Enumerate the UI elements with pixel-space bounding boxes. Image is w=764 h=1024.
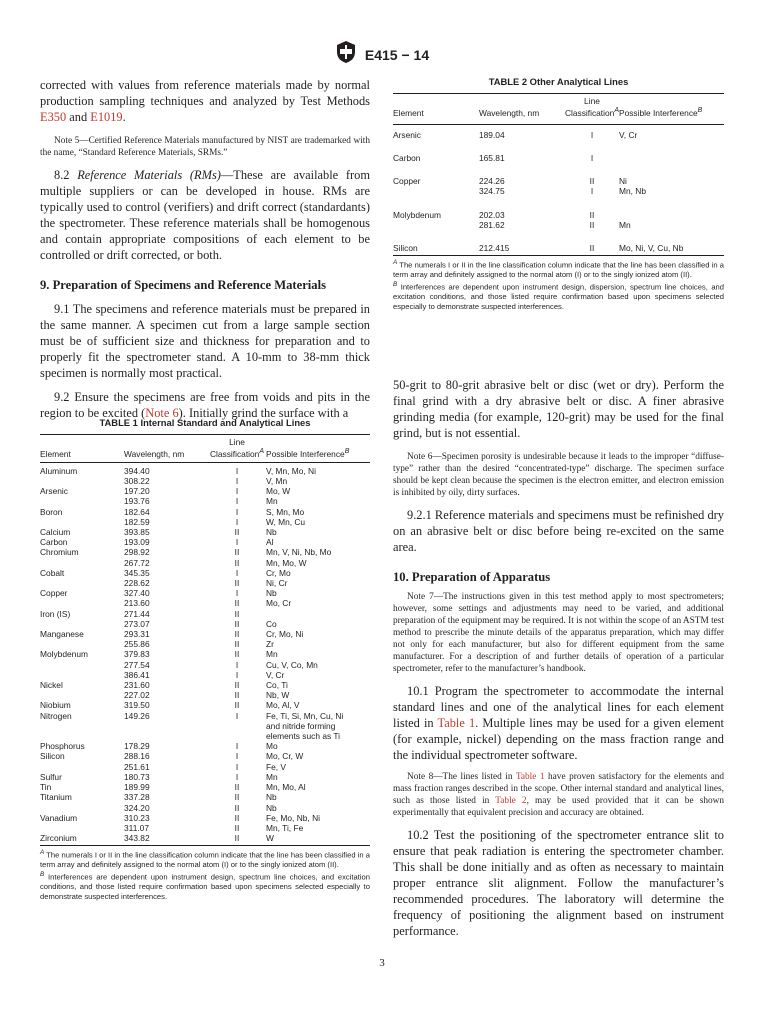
table-row	[40, 690, 370, 700]
cell-wavelength: 288.16	[124, 751, 150, 762]
table-row	[40, 527, 370, 537]
cell-element	[40, 598, 124, 608]
table-row	[40, 598, 370, 608]
table-2-title: TABLE 2 Other Analytical Lines	[488, 76, 629, 87]
cell-wavelength: 337.28	[124, 792, 150, 803]
cell-classification	[565, 238, 619, 256]
cell-element	[40, 731, 124, 741]
table-2-footnote-b: $^B$ Interferences are dependent upon instrument design, dispersion, spectrum line choices, and excitation conditions, and those listed require confirmation based upon specimens selected especially to demonstrate suspected interferences.	[393, 280, 724, 311]
section-8-2: 8.2 Reference Materials (RMs)—These are available from multiple suppliers or can be developed in house. RMs are typically used to control (verifiers) and drift correct (standardants) the spectrometer. These reference materials shall be homogenous and contain appropriate compositions of each element to be controlled or drift corrected, or both.	[40, 168, 370, 262]
table-row	[40, 803, 370, 813]
cell-interference: and nitride forming	[266, 720, 336, 731]
table-row	[40, 537, 370, 547]
table-row	[40, 772, 370, 782]
cell-wavelength: 255.86	[124, 639, 150, 650]
cell-element: Aluminum	[40, 465, 78, 476]
cell-interference: Mn	[266, 496, 278, 507]
cell-wavelength: 311.07	[124, 822, 149, 833]
cell-element: Iron (IS)	[40, 608, 71, 619]
cell-element: Copper	[393, 176, 421, 187]
cell-interference	[619, 148, 724, 171]
cell-element: Arsenic	[393, 129, 421, 140]
section-10-1: 10.1 Program the spectrometer to accommodate the internal standard lines and one of the analytical lines for each element listed in Table 1. Multiple lines may be used for a given element (for example, nickel) depending on the mass fraction range and the individual spectrometer software.	[393, 684, 724, 762]
cell-wavelength: 308.22	[124, 476, 150, 486]
table-1-footnote-a: $^A$ The numerals I or II in the line classification column indicate that the line has been classified in a term array and definitely assigned to the normal atom (I) or to the singly ionized atom (II).	[40, 849, 370, 870]
cell-classification: II	[234, 649, 240, 660]
cell-interference	[266, 609, 370, 619]
cell-interference: Mo, Cr, W	[266, 751, 304, 762]
section-9-2: 9.2 Ensure the specimens are free from voids and pits in the region to be excited (Note 6). Initially grind the surface with a	[40, 390, 370, 420]
cell-element: Sulfur	[40, 771, 62, 782]
table-row	[393, 124, 724, 148]
cell-classification: II	[234, 547, 240, 558]
cell-classification: I	[235, 516, 239, 527]
cell-interference: Mn, Ti, Fe	[266, 822, 304, 833]
cell-interference: Cr, Mo	[266, 567, 291, 578]
cell-wavelength: 386.41	[124, 669, 150, 680]
section-9-1: 9.1 The specimens and reference materials must be prepared in the same manner. A specimen cut from a large sample section must be of sufficient size and thickness for preparation and to properly fit the spectrometer stand. A 10-mm to 38-mm thick specimen is normally most practical.	[40, 302, 370, 380]
cell-classification: II	[234, 690, 240, 701]
link-e350[interactable]: E350	[40, 110, 67, 124]
cell-wavelength: 193.09	[124, 537, 150, 548]
cell-wavelength	[479, 148, 565, 171]
table-row	[40, 751, 370, 761]
cell-classification: I	[235, 537, 239, 548]
cell-wavelength: 213.60	[124, 598, 150, 609]
cell-interference: V, Mn	[266, 476, 288, 486]
cell-element: Silicon	[393, 243, 418, 254]
cell-interference: elements such as Ti	[266, 731, 341, 742]
cell-element: Cobalt	[40, 567, 65, 578]
cell-element: Vanadium	[40, 812, 78, 823]
table-row	[40, 731, 370, 741]
cell-classification: I	[235, 588, 239, 599]
cell-classification: I	[235, 710, 239, 721]
cell-interference: Fe, Ti, Si, Mn, Cu, Ni	[266, 710, 344, 721]
cell-classification: II	[234, 822, 240, 833]
cell-wavelength	[124, 721, 208, 731]
table-row	[40, 762, 370, 772]
table-2-block	[393, 76, 724, 311]
cell-wavelength: 293.31	[124, 629, 150, 640]
cell-interference: Nb	[266, 792, 277, 803]
table-row	[40, 680, 370, 690]
note-7: Note 7—The instructions given in this test method apply to most spectrometers; however, some settings and adjustments may need to be varied, and additional preparation of the equipment may be required. It is not within the scope of an ASTM test method to prescribe the minute details of the apparatus preparation, which may differ not only for each manufacturer, but also for different equipment from the same manufacturer. For a description of and further details of operation of a particular spectrometer, refer to the manufacturer’s handbook.	[393, 592, 725, 674]
cell-wavelength-line: 324.75	[478, 186, 505, 197]
table-row	[40, 833, 370, 846]
cell-interference: Mo, Al, V	[266, 700, 300, 711]
cell-wavelength: 178.29	[124, 741, 150, 752]
cell-wavelength: 310.23	[124, 812, 150, 823]
cell-interference: Mo, W	[266, 486, 291, 497]
table-row	[40, 496, 370, 506]
cell-interference: V, Cr	[266, 669, 285, 680]
table-row	[40, 639, 370, 649]
cell-element	[40, 690, 124, 700]
table-2	[393, 93, 724, 256]
cell-element: Carbon	[393, 153, 421, 163]
table-1-footnote-b: $^B$ Interferences are dependent upon instrument design, spectrum line choices, and excitation conditions, and those listed require confirmation based upon specimens selected especially to demonstrate suspected interferences.	[40, 871, 370, 901]
cell-wavelength	[479, 171, 565, 204]
cell-interference	[619, 171, 724, 204]
cell-classification: I	[235, 567, 239, 578]
cell-classification-line: I	[590, 186, 594, 197]
cell-element: Molybdenum	[393, 209, 441, 220]
cell-interference: Mo	[266, 741, 278, 752]
cell-interference: Mn, Mo, W	[266, 557, 307, 568]
cell-wavelength: 298.92	[124, 547, 150, 558]
cell-element: Manganese	[40, 629, 84, 640]
cell-wavelength: 267.72	[124, 557, 150, 568]
cell-wavelength: 231.60	[124, 680, 150, 691]
section-9-heading: 9. Preparation of Specimens and Reference Materials	[40, 278, 326, 292]
cell-classification	[565, 171, 619, 204]
page-number: 3	[379, 957, 385, 969]
table-row	[40, 558, 370, 568]
section-9-2-1: 9.2.1 Reference materials and specimens must be refinished dry on an abrasive belt or disc before being re-excited on the same area.	[393, 508, 724, 554]
cell-interference: Nb	[266, 527, 277, 538]
cell-wavelength: 189.99	[124, 782, 150, 793]
cell-element: Boron	[40, 506, 63, 517]
cell-classification: I	[235, 761, 239, 772]
cell-interference: W	[266, 833, 274, 844]
table-1-header-row	[40, 435, 370, 463]
table-row	[40, 578, 370, 588]
table-row	[40, 619, 370, 629]
cell-wavelength: 227.02	[124, 690, 150, 701]
cell-wavelength: 277.54	[124, 659, 150, 670]
cell-classification	[208, 731, 266, 741]
cell-classification: II	[234, 629, 240, 640]
cell-wavelength: 180.73	[124, 771, 150, 782]
table-row	[40, 568, 370, 578]
table-row	[40, 609, 370, 619]
cell-interference-line	[619, 153, 724, 163]
cell-classification: II	[234, 598, 240, 609]
cell-interference-line: Mn, Nb	[618, 186, 646, 197]
table-row	[40, 813, 370, 823]
cell-wavelength: 327.40	[124, 588, 150, 599]
cell-element	[40, 496, 124, 506]
cell-wavelength-line: 224.26	[478, 176, 505, 187]
cell-element	[40, 578, 124, 588]
note-6: Note 6—Specimen porosity is undesirable because it leads to the improper “diffuse-type” rather than the desired “concentrated-type” discharge. The specimen surface should be kept clean because the specimen is the electron emitter, and electron emission is inhibited by oily, dirty surfaces.	[393, 452, 724, 498]
cell-interference: Mn, V, Ni, Nb, Mo	[266, 547, 332, 558]
cell-wavelength-line: 202.03	[478, 209, 505, 220]
cell-interference: Nb	[266, 802, 277, 813]
cell-element	[40, 803, 124, 813]
cell-wavelength: 319.50	[124, 700, 150, 711]
table-row	[40, 486, 370, 496]
table-1-footnotes	[40, 848, 370, 901]
cell-element	[40, 476, 124, 486]
table-row	[40, 721, 370, 731]
cell-wavelength: 273.07	[124, 618, 150, 629]
cell-element	[40, 670, 124, 680]
table-row	[40, 507, 370, 517]
table-row	[40, 782, 370, 792]
cell-wavelength: 228.62	[124, 578, 150, 589]
cell-interference-line: Mo, Ni, V, Cu, Nb	[618, 243, 684, 254]
cell-classification: II	[234, 802, 240, 813]
cell-element: Phosphorus	[40, 741, 85, 752]
cell-wavelength: 343.82	[124, 833, 150, 844]
cell-wavelength: 393.85	[124, 527, 150, 538]
cell-interference: Co, Ti	[266, 680, 288, 691]
cell-element	[40, 660, 124, 670]
table-1	[40, 434, 370, 846]
cell-classification: II	[234, 608, 240, 619]
cell-element: Silicon	[40, 751, 65, 762]
table-2-footnotes	[393, 258, 724, 311]
cell-interference: Mn	[266, 649, 278, 660]
cell-interference: Mn	[266, 771, 278, 782]
cell-classification-line: II	[589, 219, 595, 230]
cell-element	[40, 558, 124, 568]
cell-classification: II	[234, 578, 240, 589]
cell-classification: I	[235, 669, 239, 680]
col-header-wavelength: Wavelength, nm	[478, 107, 540, 118]
cell-interference-line: Mn	[618, 219, 631, 230]
cell-element: Nitrogen	[40, 710, 72, 721]
table-row	[40, 547, 370, 557]
table-row	[40, 660, 370, 670]
cell-wavelength: 271.44	[124, 608, 150, 619]
cell-interference: Cr, Mo, Ni	[266, 629, 304, 640]
cell-classification: I	[235, 496, 239, 507]
table-row	[393, 171, 724, 204]
table-row	[40, 741, 370, 751]
section-10-2: 10.2 Test the positioning of the spectrometer entrance slit to ensure that peak radiation is entering the spectrometer chamber. This shall be done initially and as often as necessary to maintain proper entrance slit alignment. Follow the manufacturer’s recommended procedures. The laboratory will determine the frequency of positioning the alignment based on instrument performance.	[393, 828, 724, 938]
cell-interference: Al	[266, 537, 274, 548]
cell-classification: I	[235, 486, 239, 497]
table-row	[40, 649, 370, 659]
cell-classification: I	[235, 476, 239, 486]
cell-element: Zirconium	[40, 833, 77, 844]
cell-interference: Fe, V	[266, 761, 287, 772]
cell-classification: II	[234, 700, 240, 711]
table-row	[40, 711, 370, 721]
paragraph-continued: corrected with values from reference materials made by normal production sampling techniques and analyzed by Test Methods E350 and E1019.	[40, 78, 370, 124]
cell-interference: V, Mn, Mo, Ni	[266, 465, 316, 476]
cell-wavelength: 193.76	[124, 496, 150, 507]
table-row	[40, 476, 370, 486]
cell-classification: II	[234, 792, 240, 803]
cell-element: Calcium	[40, 527, 71, 538]
cell-wavelength: 197.20	[124, 486, 150, 497]
link-e1019[interactable]: E1019	[90, 110, 123, 124]
section-10-heading: 10. Preparation of Apparatus	[393, 570, 551, 584]
cell-interference: Mn, Mo, Al	[266, 782, 306, 793]
cell-element	[40, 762, 124, 772]
cell-interference: Zr	[266, 639, 274, 650]
cell-classification: II	[234, 782, 240, 793]
right-column	[393, 377, 724, 939]
cell-wavelength-line: 281.62	[478, 219, 505, 230]
cell-interference: Fe, Mo, Nb, Ni	[266, 812, 320, 823]
cell-classification	[565, 124, 619, 148]
cell-interference: S, Mn, Mo	[266, 506, 305, 517]
cell-wavelength	[479, 205, 565, 238]
cell-element: Tin	[40, 782, 52, 793]
cell-classification: I	[235, 506, 239, 517]
cell-wavelength: 345.35	[124, 567, 150, 578]
cell-interference: Ni, Cr	[266, 578, 288, 589]
paragraph-9-2-continued: 50-grit to 80-grit abrasive belt or disc (wet or dry). Perform the final grind with a dry abrasive belt or disc. A finer abrasive grinding media (for example, 120-grit) may be used for the final grind, but is not essential.	[393, 378, 724, 440]
cell-wavelength: 394.40	[124, 465, 150, 476]
table-row	[40, 670, 370, 680]
cell-wavelength	[479, 238, 565, 256]
table-2-header-row	[393, 94, 724, 125]
cell-classification	[565, 205, 619, 238]
cell-classification-line: II	[589, 209, 595, 220]
cell-wavelength-line: 212.415	[478, 243, 510, 254]
cell-classification: II	[234, 527, 240, 538]
cell-element: Nickel	[40, 680, 63, 691]
table-1-block	[40, 417, 370, 901]
cell-interference: Cu, V, Co, Mn	[266, 659, 318, 670]
table-row	[40, 700, 370, 710]
cell-element	[40, 823, 124, 833]
cell-wavelength	[479, 124, 565, 148]
table-row	[40, 588, 370, 598]
cell-wavelength: 182.64	[124, 506, 150, 517]
table-row	[393, 205, 724, 238]
cell-classification-line: I	[590, 129, 594, 140]
cell-wavelength	[124, 731, 208, 741]
cell-wavelength: 182.59	[124, 516, 150, 527]
astm-logo	[335, 40, 357, 69]
cell-classification: II	[234, 557, 240, 568]
cell-classification: II	[234, 639, 240, 650]
cell-interference	[619, 124, 724, 148]
cell-wavelength: 324.20	[124, 802, 150, 813]
cell-classification: II	[234, 618, 240, 629]
link-table-1[interactable]: Table 1	[515, 772, 545, 782]
cell-wavelength: 379.83	[124, 649, 150, 660]
cell-interference: Mo, Cr	[266, 598, 292, 609]
cell-element: Arsenic	[40, 486, 68, 497]
cell-classification: II	[234, 680, 240, 691]
table-row	[393, 238, 724, 256]
col-header-interference: Possible Interference$^B$	[266, 448, 350, 459]
cell-classification: I	[235, 741, 239, 752]
left-column	[40, 77, 370, 421]
cell-wavelength: 149.26	[124, 710, 150, 721]
cell-wavelength-line: 189.04	[478, 129, 505, 140]
cell-element: Carbon	[40, 537, 68, 548]
cell-interference-line: V, Cr	[618, 129, 638, 140]
note-8: Note 8—The lines listed in Table 1 have proven satisfactory for the elements and mass fraction ranges described in the scope. Other internal standard and analytical lines, such as those listed in Table 2, may be used provided that it can be shown experimentally that equivalent precision and accuracy are obtained.	[393, 772, 725, 818]
cell-element: Titanium	[40, 792, 72, 803]
cell-classification-line: II	[589, 243, 595, 254]
cell-interference: Nb	[266, 588, 277, 599]
table-row	[40, 517, 370, 527]
cell-element	[40, 721, 124, 731]
table-row	[40, 792, 370, 802]
link-table-2[interactable]: Table 2	[495, 796, 527, 806]
cell-classification: I	[235, 751, 239, 762]
table-2-footnote-a: $^A$ The numerals I or II in the line classification column indicate that the line has been classified in a term array and definitely assigned to the normal atom (I) or to the singly ionized atom (II).	[393, 259, 724, 280]
cell-element	[40, 619, 124, 629]
cell-interference	[619, 238, 724, 256]
col-header-wavelength: Wavelength, nm	[124, 448, 185, 459]
link-table-1[interactable]: Table 1	[437, 716, 476, 730]
cell-classification: II	[234, 812, 240, 823]
cell-element: Molybdenum	[40, 649, 88, 660]
link-note-6[interactable]: Note 6	[145, 406, 179, 420]
cell-classification-line: II	[589, 176, 595, 187]
cell-interference: W, Mn, Cu	[266, 516, 306, 527]
col-header-interference: Possible Interference$^B$	[618, 107, 703, 118]
cell-element	[40, 639, 124, 649]
table-row	[393, 148, 724, 171]
col-header-classification: Line Classification$^A$	[564, 96, 619, 118]
designation: E415 − 14	[364, 46, 430, 63]
table-1-title: TABLE 1 Internal Standard and Analytical Lines	[99, 417, 311, 428]
table-row	[40, 823, 370, 833]
page-header	[0, 40, 764, 69]
note-5: Note 5—Certified Reference Materials manufactured by NIST are trademarked with the name, “Standard Reference Materials, SRMs.”	[40, 136, 371, 158]
cell-interference: Co	[266, 618, 277, 629]
cell-wavelength-line: 165.81	[478, 153, 505, 163]
cell-classification	[565, 148, 619, 171]
col-header-element: Element	[393, 107, 424, 118]
cell-element: Chromium	[40, 547, 79, 558]
table-row	[40, 629, 370, 639]
cell-element: Copper	[40, 588, 68, 599]
cell-classification-line: I	[590, 153, 594, 163]
cell-classification: I	[235, 659, 239, 670]
cell-wavelength: 251.61	[124, 761, 150, 772]
cell-classification: II	[234, 833, 240, 844]
cell-classification: I	[235, 465, 239, 476]
cell-element: Niobium	[40, 700, 71, 711]
cell-interference	[619, 205, 724, 238]
cell-interference: Nb, W	[266, 690, 290, 701]
cell-classification: I	[235, 771, 239, 782]
cell-classification	[208, 721, 266, 731]
cell-element	[40, 517, 124, 527]
cell-interference-line: Ni	[618, 176, 627, 187]
cell-interference-line	[619, 210, 724, 220]
col-header-element: Element	[40, 448, 71, 459]
col-header-classification: Line Classification$^A$	[209, 437, 264, 459]
table-row	[40, 462, 370, 476]
